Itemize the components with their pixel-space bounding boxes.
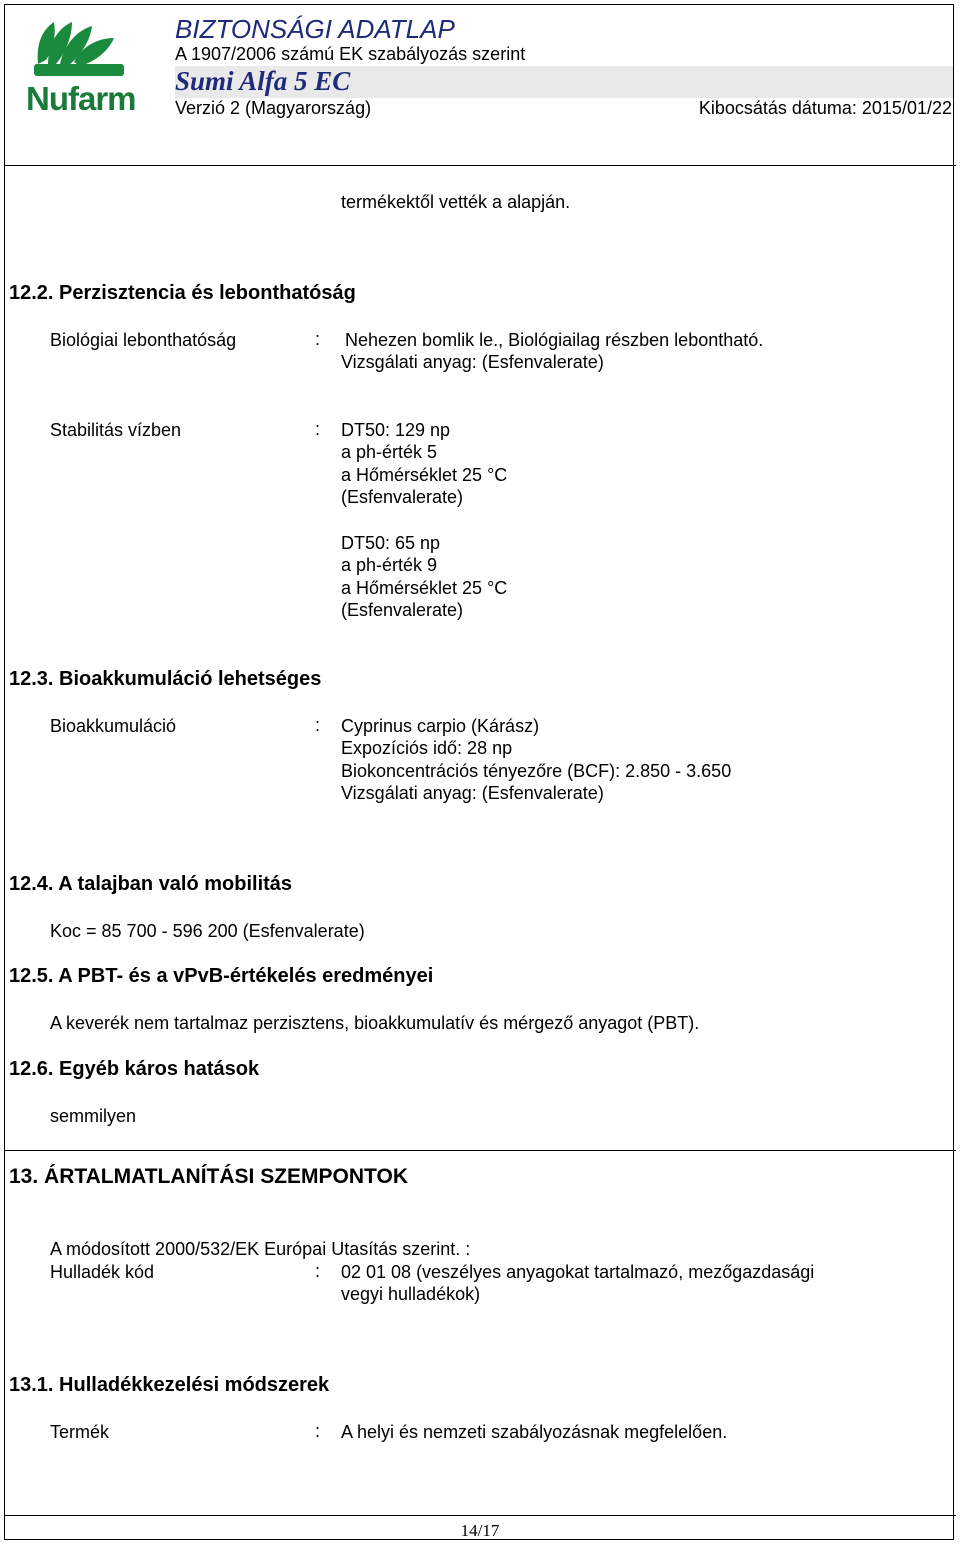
- section-12-4-heading: 12.4. A talajban való mobilitás: [9, 873, 293, 895]
- stability-value: DT50: 65 np: [341, 533, 441, 553]
- biodegradability-label: Biológiai lebonthatóság: [50, 330, 237, 350]
- footer-divider: [4, 1515, 956, 1516]
- bioaccumulation-label: Bioakkumuláció: [50, 716, 177, 736]
- colon-separator: :: [315, 419, 321, 439]
- section-12-2-heading: 12.2. Perzisztencia és lebonthatóság: [9, 282, 356, 304]
- section-12-6-heading: 12.6. Egyéb káros hatások: [9, 1058, 260, 1080]
- section-13-1-heading: 13.1. Hulladékkezelési módszerek: [9, 1374, 330, 1396]
- stability-label: Stabilitás vízben: [50, 420, 182, 440]
- biodegradability-value: Nehezen bomlik le., Biológiailag részben lebontható.: [345, 330, 764, 350]
- section-13-heading: 13. ÁRTALMATLANÍTÁSI SZEMPONTOK: [9, 1165, 408, 1188]
- intro-line: termékektől vették a alapján.: [341, 192, 571, 212]
- section-12-5-heading: 12.5. A PBT- és a vPvB-értékelés eredményei: [9, 965, 434, 987]
- stability-value: (Esfenvalerate): [341, 487, 464, 507]
- product-name: Sumi Alfa 5 EC: [175, 66, 953, 98]
- colon-separator: :: [315, 715, 321, 735]
- mobility-text: Koc = 85 700 - 596 200 (Esfenvalerate): [50, 921, 365, 941]
- page-number: 14/17: [460, 1521, 500, 1540]
- product-disposal-value: A helyi és nemzeti szabályozásnak megfelelően.: [341, 1422, 728, 1442]
- bioaccumulation-value: Expozíciós idő: 28 np: [341, 738, 513, 758]
- logo-wordmark: Nufarm: [26, 80, 136, 117]
- colon-separator: :: [315, 1421, 321, 1441]
- other-effects-text: semmilyen: [50, 1106, 137, 1126]
- biodegradability-value: Vizsgálati anyag: (Esfenvalerate): [341, 352, 604, 372]
- directive-text: A módosított 2000/532/EK Európai Utasítás szerint. :: [50, 1239, 471, 1259]
- waste-code-value: vegyi hulladékok): [341, 1284, 481, 1304]
- bioaccumulation-value: Biokoncentrációs tényezőre (BCF): 2.850 - 3.650: [341, 761, 732, 781]
- stability-value: a ph-érték 9: [341, 555, 438, 575]
- stability-value: a Hőmérséklet 25 °C: [341, 578, 508, 598]
- section-12-3-heading: 12.3. Bioakkumuláció lehetséges: [9, 668, 322, 690]
- waste-code-label: Hulladék kód: [50, 1262, 155, 1282]
- stability-value: (Esfenvalerate): [341, 600, 464, 620]
- colon-separator: :: [315, 1261, 321, 1281]
- section-divider: [4, 1150, 956, 1151]
- stability-value: a Hőmérséklet 25 °C: [341, 465, 508, 485]
- product-disposal-label: Termék: [50, 1422, 110, 1442]
- bioaccumulation-value: Vizsgálati anyag: (Esfenvalerate): [341, 783, 604, 803]
- stability-value: DT50: 129 np: [341, 420, 451, 440]
- bioaccumulation-value: Cyprinus carpio (Kárász): [341, 716, 540, 736]
- header-divider: [4, 165, 956, 166]
- stability-value: a ph-érték 5: [341, 442, 438, 462]
- version-label: Verzió 2 (Magyarország): [175, 98, 372, 118]
- issue-date: Kibocsátás dátuma: 2015/01/22: [698, 98, 952, 118]
- waste-code-value: 02 01 08 (veszélyes anyagokat tartalmazó, mezőgazdasági: [341, 1262, 815, 1282]
- document-title: BIZTONSÁGI ADATLAP: [175, 14, 455, 44]
- regulation-line: A 1907/2006 számú EK szabályozás szerint: [175, 44, 526, 64]
- colon-separator: :: [315, 329, 321, 349]
- pbt-text: A keverék nem tartalmaz perzisztens, bioakkumulatív és mérgező anyagot (PBT).: [50, 1013, 700, 1033]
